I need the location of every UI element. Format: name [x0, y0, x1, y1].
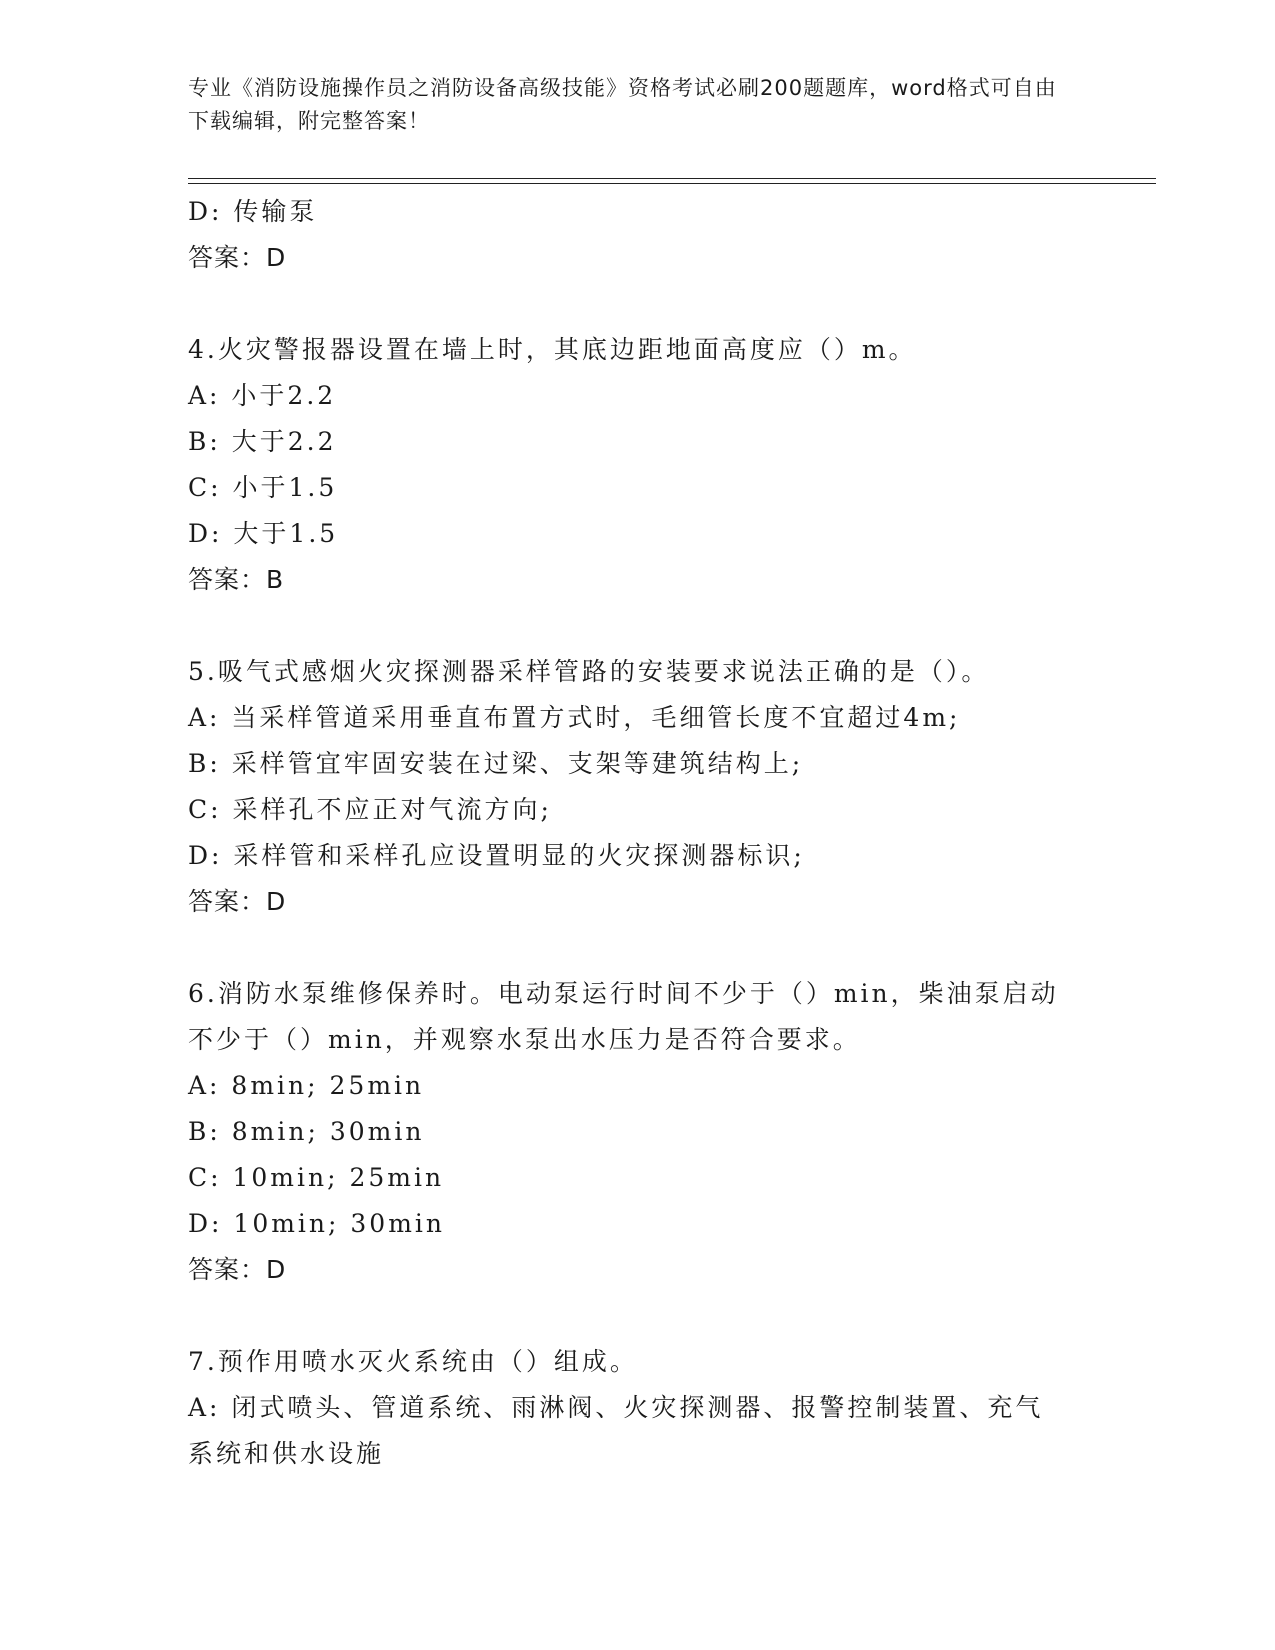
answer: 答案：B: [188, 565, 285, 594]
option-a: A: 8min; 25min: [188, 1071, 425, 1100]
prev-option-d: D: 传输泵: [188, 197, 318, 226]
question-stem-line-2: 不少于（）min，并观察水泵出水压力是否符合要求。: [188, 1025, 861, 1054]
option-d: D: 采样管和采样孔应设置明显的火灾探测器标识;: [188, 841, 805, 870]
option-a-line-1: A: 闭式喷头、管道系统、雨淋阀、火灾探测器、报警控制装置、充气: [188, 1393, 1044, 1422]
option-a-line-2: 系统和供水设施: [188, 1439, 385, 1468]
header-divider-top: [188, 178, 1156, 179]
question-stem: 4.火灾警报器设置在墙上时，其底边距地面高度应（）m。: [188, 335, 917, 364]
option-c: C: 小于1.5: [188, 473, 338, 502]
option-b: B: 采样管宜牢固安装在过梁、支架等建筑结构上;: [188, 749, 804, 778]
option-c: C: 采样孔不应正对气流方向;: [188, 795, 552, 824]
option-d: D: 10min; 30min: [188, 1209, 446, 1238]
answer: 答案：D: [188, 887, 287, 916]
document-header: 专业《消防设施操作员之消防设备高级技能》资格考试必刷200题题库，word格式可自由下载编辑，附完整答案！: [188, 76, 1057, 133]
prev-answer: 答案：D: [188, 243, 287, 272]
option-c: C: 10min; 25min: [188, 1163, 445, 1192]
question-stem-line-1: 6.消防水泵维修保养时。电动泵运行时间不少于（）min，柴油泵启动: [188, 979, 1059, 1008]
question-stem: 5.吸气式感烟火灾探测器采样管路的安装要求说法正确的是（）。: [188, 657, 990, 686]
question-stem: 7.预作用喷水灭火系统由（）组成。: [188, 1347, 638, 1376]
option-a: A: 当采样管道采用垂直布置方式时，毛细管长度不宜超过4m;: [188, 703, 961, 732]
question-7: [188, 1339, 1088, 1477]
question-content: [188, 189, 1088, 1477]
question-5: [188, 649, 1088, 925]
option-b: B: 8min; 30min: [188, 1117, 425, 1146]
question-6: [188, 971, 1088, 1293]
option-a: A: 小于2.2: [188, 381, 337, 410]
option-d: D: 大于1.5: [188, 519, 339, 548]
header-divider-bottom: [188, 183, 1156, 184]
option-b: B: 大于2.2: [188, 427, 337, 456]
answer: 答案：D: [188, 1255, 287, 1284]
question-4: [188, 327, 1088, 603]
